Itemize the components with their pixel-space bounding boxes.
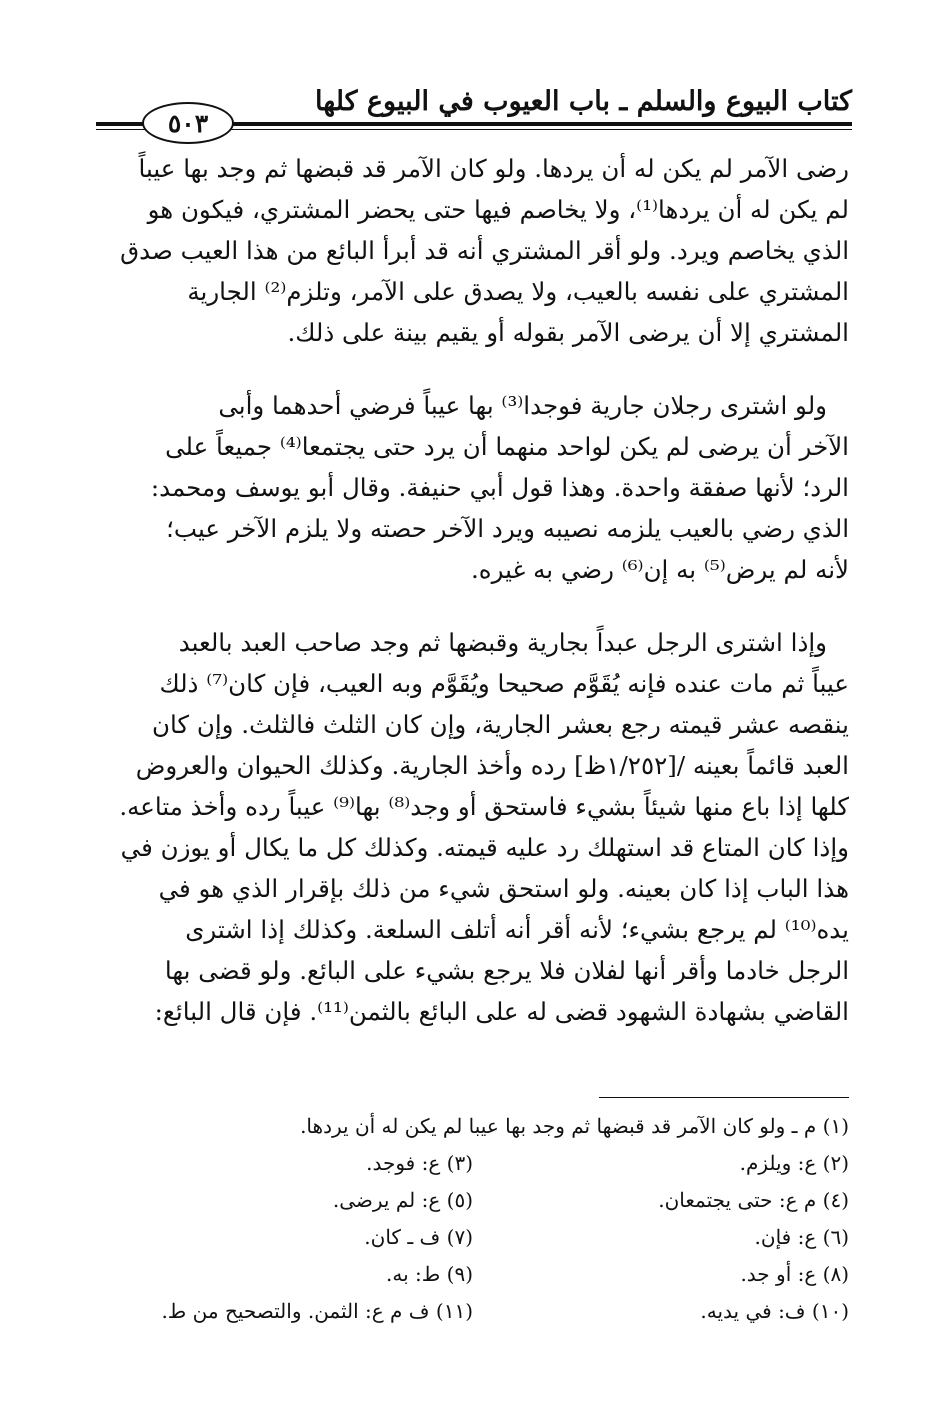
page-header [96, 78, 852, 138]
text-line: القاضي بشهادة الشهود قضى له على البائع بالثمن⁽¹¹⁾. فإن قال البائع: [154, 997, 849, 1026]
text-line: الرد؛ لأنها صفقة واحدة. وهذا قول أبي حنيفة. وقال أبو يوسف ومحمد: [150, 473, 849, 502]
footnote-6: (٦) ع: فإن. [754, 1225, 849, 1249]
text-line: العبد قائماً بعينه /[١/٢٥٢ظ] رده وأخذ الجارية. وكذلك الحيوان والعروض [135, 751, 849, 780]
text-line: المشتري إلا أن يرضى الآمر بقوله أو يقيم بينة على ذلك. [287, 318, 849, 347]
footnote-11: (١١) ف م ع: الثمن. والتصحيح من ط. [161, 1299, 473, 1323]
paragraph-gap [97, 590, 849, 622]
text-line: الآخر أن يرضى لم يكن لواحد منهما أن يرد حتى يجتمعا⁽⁴⁾ جميعاً على [165, 432, 849, 461]
text-line: وإذا اشترى الرجل عبداً بجارية وقبضها ثم وجد صاحب العبد بالعبد [178, 628, 827, 657]
paragraph-1 [97, 148, 849, 353]
text-line: ينقصه عشر قيمته رجع بعشر الجارية، وإن كان الثلث فالثلث. وإن كان [151, 710, 849, 739]
footnote-row [97, 1293, 849, 1330]
footnote-8: (٨) ع: أو جد. [740, 1262, 849, 1286]
footnote-3: (٣) ع: فوجد. [366, 1151, 473, 1175]
text-line: الذي يخاصم ويرد. ولو أقر المشتري أنه قد أبرأ البائع من هذا العيب صدق [120, 236, 849, 265]
footnote-separator [599, 1097, 849, 1098]
text-line: هذا الباب إذا كان بعينه. ولو استحق شيء من ذلك بإقرار الذي هو في [158, 874, 849, 903]
footnote-row [97, 1256, 849, 1293]
text-line: وإذا كان المتاع قد استهلك رد عليه قيمته. وكذلك كل ما يكال أو يوزن في [120, 833, 849, 862]
text-line: لأنه لم يرض⁽⁵⁾ به إن⁽⁶⁾ رضي به غيره. [470, 555, 849, 584]
paragraph-gap [97, 353, 849, 385]
footnote-10: (١٠) ف: في يديه. [700, 1299, 849, 1323]
footnote-row [97, 1145, 849, 1182]
text-line: المشتري على نفسه بالعيب، ولا يصدق على الآمر، وتلزم⁽²⁾ الجارية [187, 277, 849, 306]
text-line: عيباً ثم مات عنده فإنه يُقَوَّم صحيحا ويُقَوَّم وبه العيب، فإن كان⁽⁷⁾ ذلك [159, 669, 849, 698]
text-line: رضى الآمر لم يكن له أن يردها. ولو كان الآمر قد قبضها ثم وجد بها عيباً [138, 154, 849, 183]
footnote-1: (١) م ـ ولو كان الآمر قد قبضها ثم وجد بها عيبا لم يكن له أن يردها. [300, 1114, 849, 1138]
footnote-9: (٩) ط: به. [386, 1262, 473, 1286]
footnote-7: (٧) ف ـ كان. [364, 1225, 473, 1249]
footnotes [97, 1108, 849, 1330]
footnote-row [97, 1219, 849, 1256]
text-line: الرجل خادما وأقر أنها لفلان فلا يرجع بشيء على البائع. ولو قضى بها [164, 956, 849, 985]
footnote-2: (٢) ع: ويلزم. [739, 1151, 849, 1175]
footnote-5: (٥) ع: لم يرضى. [332, 1188, 473, 1212]
paragraph-2 [97, 385, 849, 590]
footnote-row [97, 1182, 849, 1219]
text-line: الذي رضي بالعيب يلزمه نصيبه ويرد الآخر حصته ولا يلزم الآخر عيب؛ [166, 514, 849, 543]
paragraph-3 [97, 622, 849, 1032]
text-line: كلها إذا باع منها شيئاً بشيء فاستحق أو وجد⁽⁸⁾ بها⁽⁹⁾ عيباً رده وأخذ متاعه. [119, 792, 849, 821]
footnote-4: (٤) م ع: حتى يجتمعان. [658, 1188, 849, 1212]
text-line: لم يكن له أن يردها⁽¹⁾، ولا يخاصم فيها حتى يحضر المشتري، فيكون هو [147, 195, 849, 224]
running-title: كتاب البيوع والسلم ـ باب العيوب في البيوع كلها [315, 86, 852, 117]
page-number: ٥٠٣ [142, 102, 234, 144]
text-line: ولو اشترى رجلان جارية فوجدا⁽³⁾ بها عيباً فرضي أحدهما وأبى [218, 391, 827, 420]
body-text [97, 148, 849, 1032]
text-line: يده⁽¹⁰⁾ لم يرجع بشيء؛ لأنه أقر أنه أتلف السلعة. وكذلك إذا اشترى [185, 915, 849, 944]
